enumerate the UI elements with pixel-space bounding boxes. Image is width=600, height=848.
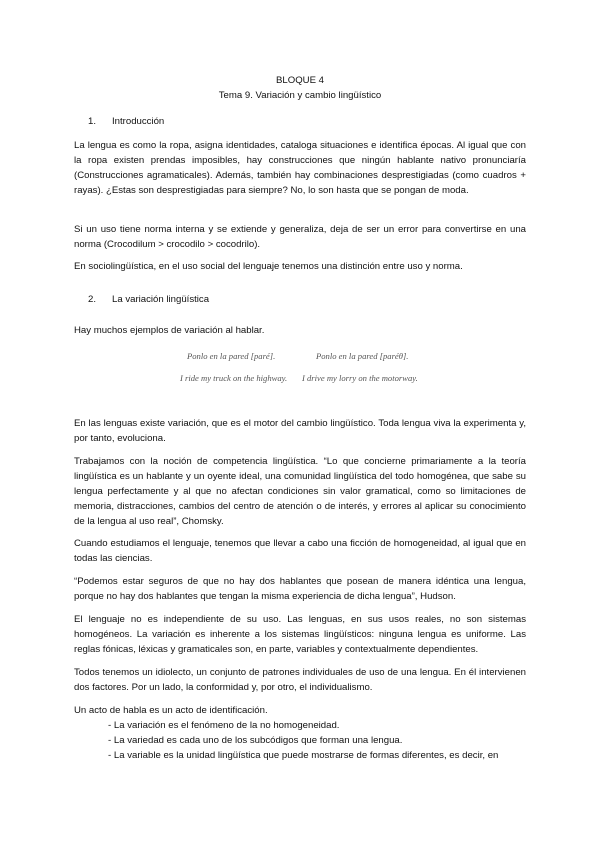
paragraph: El lenguaje no es independiente de su uso. Las lenguas, en sus usos reales, no son sistemas homogéneos. La variación es inherente a los sistemas lingüísticos: ninguna lengua es uniforme. Las reglas fónicas, léxicas y gramaticales son, en parte, variables y contextualmente dependientes.	[74, 614, 526, 655]
section-title: Introducción	[112, 116, 165, 127]
paragraph: La lengua es como la ropa, asigna identidades, cataloga situaciones e identifica épocas. Al igual que con la ropa existen prendas imposibles, hay construcciones que ningún hablante nativo pronunciaría (Construcciones agramaticales). Además, también hay combinaciones desprestigiadas (como cuadros + rayas). ¿Estas son desprestigiadas para siempre? No, lo son hasta que se pongan de moda.	[74, 140, 526, 196]
section-number: 1.	[88, 116, 97, 127]
example-text: I drive my lorry on the motorway.	[302, 373, 418, 383]
example-text: Ponlo en la pared [paréθ].	[316, 351, 409, 361]
example-text: I ride my truck on the highway.	[180, 373, 288, 383]
section-heading-variacion	[88, 294, 209, 305]
list-item: - La variable es la unidad lingüística que puede mostrarse de formas diferentes, es decir, en	[108, 750, 499, 761]
section-title: La variación lingüística	[112, 294, 210, 305]
paragraph: Hay muchos ejemplos de variación al hablar.	[74, 325, 265, 336]
definitions-list	[108, 718, 528, 763]
paragraph: En sociolingüística, en el uso social del lenguaje tenemos una distinción entre uso y norma.	[74, 261, 463, 272]
list-item: - La variedad es cada uno de los subcódigos que forman una lengua.	[108, 735, 403, 746]
paragraph: “Podemos estar seguros de que no hay dos hablantes que posean de manera idéntica una lengua, porque no hay dos hablantes que tengan la misma experiencia de dicha lengua”, Hudson.	[74, 576, 526, 602]
paragraph: Trabajamos con la noción de competencia lingüística. “Lo que concierne primariamente a la teoría lingüística es un hablante y un oyente ideal, una comunidad lingüística del todo homogénea, que sabe su lengua perfectamente y al que no afectan condiciones sin valor gramatical, como so limitaciones de memoria, distracciones, cambios del centro de atención o de interés, y errores al aplicar su conocimiento de la lengua al uso real”, Chomsky.	[74, 456, 526, 527]
topic-title: Tema 9. Variación y cambio lingüístico	[218, 90, 382, 101]
section-number: 2.	[88, 294, 97, 305]
paragraph: Si un uso tiene norma interna y se extiende y generaliza, deja de ser un error para convertirse en una norma (Crocodilum > crocodilo > cocodrilo).	[74, 224, 526, 250]
section-heading-introduccion	[88, 116, 164, 127]
paragraph: En las lenguas existe variación, que es el motor del cambio lingüístico. Toda lengua viva la experimenta y, por tanto, evoluciona.	[74, 418, 526, 444]
paragraph: Todos tenemos un idiolecto, un conjunto de patrones individuales de uso de una lengua. En él intervienen dos factores. Por un lado, la conformidad y, por otro, el individualismo.	[74, 667, 526, 693]
list-item: - La variación es el fenómeno de la no homogeneidad.	[108, 720, 340, 731]
block-title: BLOQUE 4	[276, 75, 324, 86]
paragraph: Un acto de habla es un acto de identificación.	[74, 705, 268, 716]
example-text: Ponlo en la pared [paré].	[187, 351, 276, 361]
paragraph: Cuando estudiamos el lenguaje, tenemos que llevar a cabo una ficción de homogeneidad, al igual que en todas las ciencias.	[74, 538, 526, 564]
